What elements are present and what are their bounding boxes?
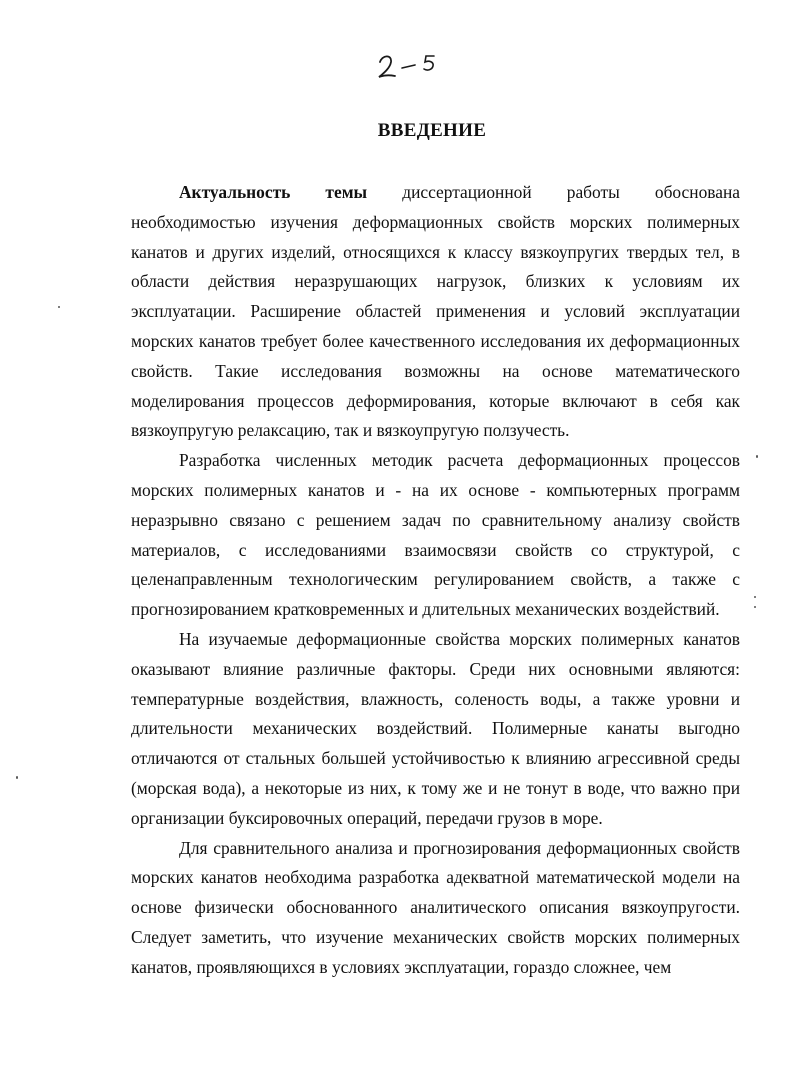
paragraph-1-lead: Актуальность темы [179,182,368,202]
page-title: ВВЕДЕНИЕ [377,120,487,141]
paragraph-2: Разработка численных методик расчета деформационных процессов морских полимерных канатов и - на их основе - компьютерных программ неразрывно связано с решением задач по сравнительному анализу свойств материалов, с исследованиями взаимосвязи свойств со структурой, с целенаправленным технологическим регулированием свойств, а также с прогнозированием кратковременных и длительных механических воздействий. [131,450,740,620]
paragraph-1 [131,178,740,446]
handwritten-page-number [372,44,452,84]
scan-speck [756,455,758,458]
scan-speck [754,596,756,598]
scan-speck [58,306,60,308]
scan-speck [16,776,18,779]
paragraph-3: На изучаемые деформационные свойства морских полимерных канатов оказывают влияние различные факторы. Среди них основными являются: температурные воздействия, влажность, соленость воды, а также уровни и длительности механических воздействий. Полимерные канаты выгодно отличаются от стальных большей устойчивостью к влиянию агрессивной среды (морская вода), а некоторые из них, к тому же и не тонут в воде, что важно при организации буксировочных операций, передачи грузов в море. [131,628,740,828]
scan-speck [754,606,756,608]
paragraph-1-text: диссертационной работы обоснована необходимостью изучения деформационных свойств морских полимерных канатов и других изделий, относящихся к классу вязкоупругих твердых тел, в области действия неразрушающих нагрузок, близких к условиям их эксплуатации. Расширение областей применения и условий эксплуатации морских канатов требует более качественного исследования их деформационных свойств. Такие исследования возможны на основе математического моделирования процессов деформирования, которые включают в себя как вязкоупругую релаксацию, так и вязкоупругую ползучесть. [131,182,740,441]
handwriting-drawing [372,44,452,84]
document-body [131,178,740,983]
paragraph-4: Для сравнительного анализа и прогнозирования деформационных свойств морских канатов необходима разработка адекватной математической модели на основе физически обоснованного аналитического описания вязкоупругости. Следует заметить, что изучение механических свойств морских полимерных канатов, проявляющихся в условиях эксплуатации, гораздо сложнее, чем [131,837,740,977]
